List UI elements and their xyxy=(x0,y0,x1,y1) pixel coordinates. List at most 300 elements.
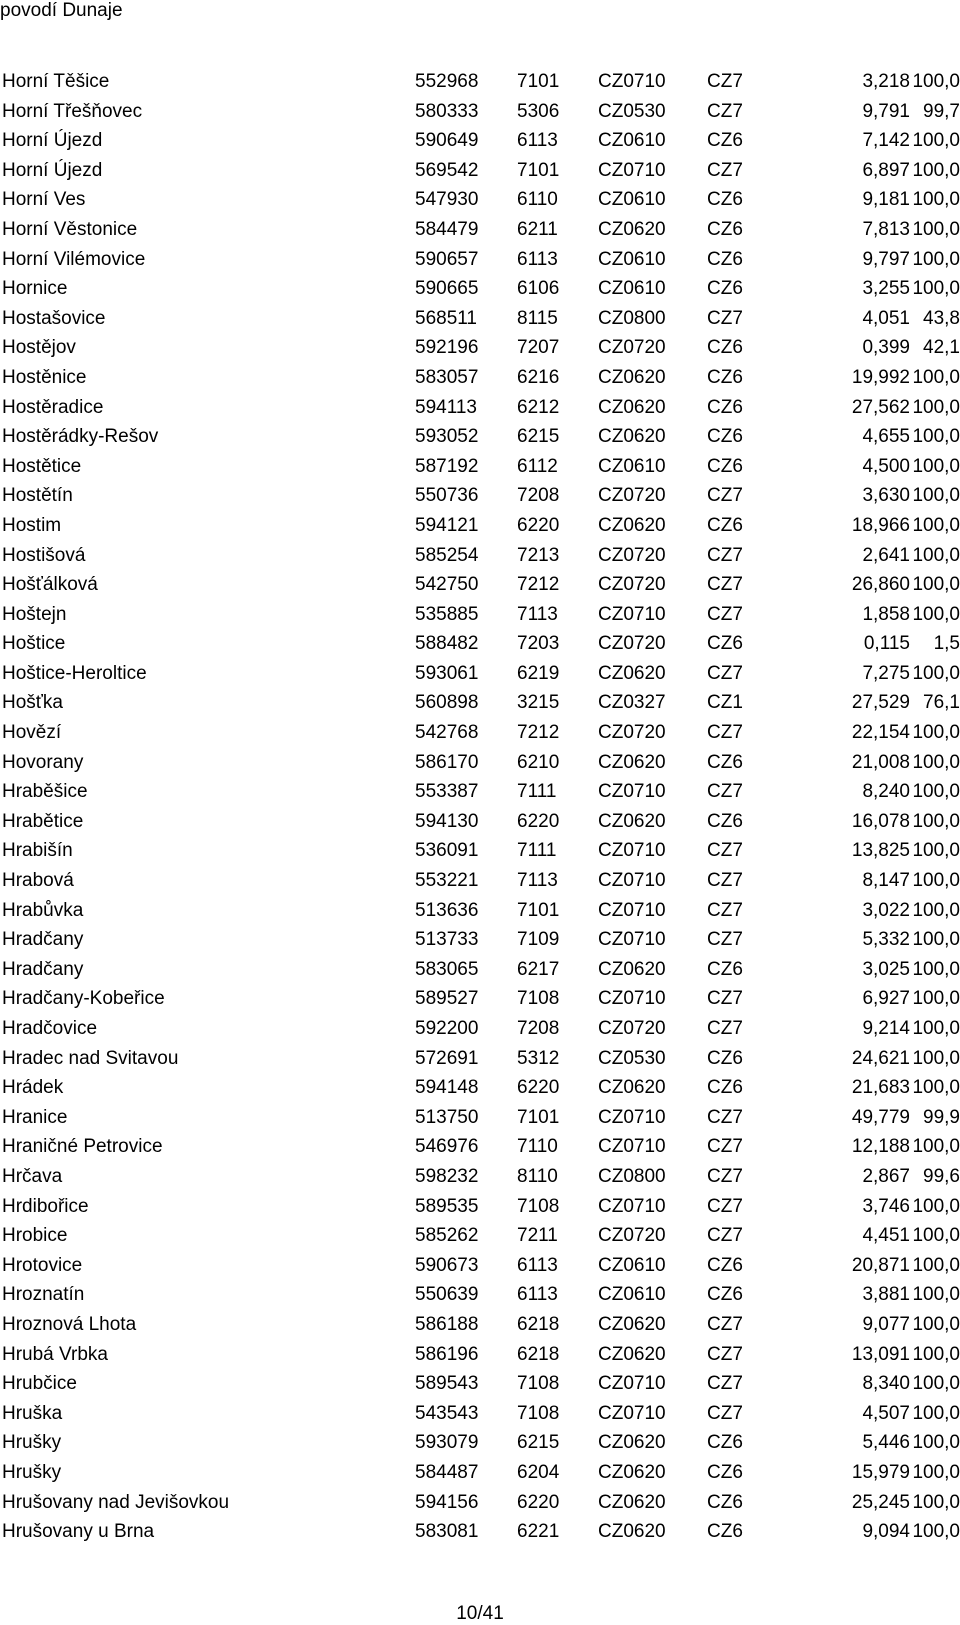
municipality-code: 589535 xyxy=(415,1195,479,1217)
nuts-code: CZ0710 xyxy=(598,781,666,803)
municipality-name: Hošťálková xyxy=(2,574,98,596)
table-row xyxy=(0,836,960,866)
nuts-code: CZ0710 xyxy=(598,988,666,1010)
municipality-name: Hrušovany nad Jevišovkou xyxy=(2,1491,230,1513)
municipality-name: Hraběšice xyxy=(2,781,88,803)
nuts-code: CZ0620 xyxy=(598,514,666,536)
percent-value: 100,0 xyxy=(912,248,960,270)
municipality-code: 592196 xyxy=(415,337,479,359)
nuts-code: CZ0710 xyxy=(598,1106,666,1128)
percent-value: 99,9 xyxy=(923,1106,960,1128)
percent-value: 42,1 xyxy=(923,337,960,359)
table-row xyxy=(0,1014,960,1044)
table-row xyxy=(0,1488,960,1518)
table-row xyxy=(0,866,960,896)
municipality-code: 590673 xyxy=(415,1254,479,1276)
area-value: 9,214 xyxy=(862,1018,910,1039)
municipality-name: Horní Vilémovice xyxy=(2,248,146,270)
municipality-code: 536091 xyxy=(415,840,479,862)
district-code: 6112 xyxy=(517,455,558,477)
table-row xyxy=(0,274,960,304)
municipality-code: 593061 xyxy=(415,662,479,684)
district-code: 6217 xyxy=(517,958,560,980)
nuts-code: CZ0620 xyxy=(598,1343,666,1365)
municipality-code: 580333 xyxy=(415,100,479,122)
municipality-code: 513636 xyxy=(415,899,479,921)
district-code: 7101 xyxy=(517,899,560,921)
nuts-code: CZ0800 xyxy=(598,1165,666,1187)
region-code: CZ7 xyxy=(707,603,743,625)
region-code: CZ6 xyxy=(707,218,743,240)
municipality-code: 586196 xyxy=(415,1343,479,1365)
municipality-code: 594156 xyxy=(415,1491,479,1513)
percent-value: 100,0 xyxy=(912,1373,960,1395)
region-code: CZ7 xyxy=(707,1106,743,1128)
region-code: CZ6 xyxy=(707,189,743,211)
nuts-code: CZ0800 xyxy=(598,307,666,329)
municipality-name: Hornice xyxy=(2,278,68,300)
area-value: 4,507 xyxy=(862,1402,910,1424)
district-code: 7111 xyxy=(517,840,557,862)
percent-value: 100,0 xyxy=(912,1018,960,1039)
municipality-name: Hrubá Vrbka xyxy=(2,1343,108,1365)
table-row xyxy=(0,1192,960,1222)
percent-value: 100,0 xyxy=(912,1077,960,1099)
table-row xyxy=(0,67,960,97)
district-code: 6212 xyxy=(517,396,560,418)
nuts-code: CZ0620 xyxy=(598,751,666,773)
district-code: 7212 xyxy=(517,574,560,596)
municipality-code: 590657 xyxy=(415,248,479,270)
percent-value: 100,0 xyxy=(912,485,960,507)
percent-value: 100,0 xyxy=(912,544,960,566)
nuts-code: CZ0620 xyxy=(598,426,666,448)
area-value: 27,562 xyxy=(851,396,910,418)
table-row xyxy=(0,156,960,186)
table-row xyxy=(0,777,960,807)
table-row xyxy=(0,1251,960,1281)
area-value: 16,078 xyxy=(851,810,910,832)
municipality-name: Hostěnice xyxy=(2,366,87,388)
nuts-code: CZ0710 xyxy=(598,71,666,92)
municipality-name: Hrádek xyxy=(2,1077,64,1099)
municipality-name: Hostišová xyxy=(2,544,86,566)
area-value: 4,451 xyxy=(862,1225,910,1247)
percent-value: 100,0 xyxy=(912,1313,960,1335)
area-value: 26,860 xyxy=(851,574,910,596)
municipality-code: 583081 xyxy=(415,1521,479,1543)
municipality-name: Hradčovice xyxy=(2,1018,98,1039)
area-value: 5,332 xyxy=(862,929,910,951)
area-value: 7,275 xyxy=(862,662,910,684)
percent-value: 100,0 xyxy=(912,218,960,240)
table-row xyxy=(0,452,960,482)
region-code: CZ7 xyxy=(707,1343,743,1365)
percent-value: 100,0 xyxy=(912,574,960,596)
nuts-code: CZ0720 xyxy=(598,633,666,655)
nuts-code: CZ0620 xyxy=(598,1521,666,1543)
district-code: 7108 xyxy=(517,1402,560,1424)
municipality-code: 513750 xyxy=(415,1106,479,1128)
percent-value: 100,0 xyxy=(912,603,960,625)
table-row xyxy=(0,570,960,600)
percent-value: 100,0 xyxy=(912,130,960,152)
district-code: 6221 xyxy=(517,1521,560,1543)
district-code: 7108 xyxy=(517,988,560,1010)
nuts-code: CZ0610 xyxy=(598,455,666,477)
municipality-name: Horní Újezd xyxy=(2,159,103,181)
percent-value: 100,0 xyxy=(912,929,960,951)
area-value: 22,154 xyxy=(851,722,910,744)
region-code: CZ6 xyxy=(707,1047,743,1069)
municipality-code: 583065 xyxy=(415,958,479,980)
nuts-code: CZ0610 xyxy=(598,130,666,152)
nuts-code: CZ0610 xyxy=(598,248,666,270)
area-value: 4,500 xyxy=(862,455,910,477)
region-code: CZ6 xyxy=(707,278,743,300)
region-code: CZ7 xyxy=(707,1195,743,1217)
percent-value: 100,0 xyxy=(912,1343,960,1365)
percent-value: 100,0 xyxy=(912,662,960,684)
municipality-name: Horní Újezd xyxy=(2,130,103,152)
nuts-code: CZ0610 xyxy=(598,1254,666,1276)
table-row xyxy=(0,1428,960,1458)
district-code: 7208 xyxy=(517,1018,560,1039)
area-value: 8,240 xyxy=(862,781,910,803)
table-row xyxy=(0,896,960,926)
percent-value: 99,7 xyxy=(923,100,960,122)
nuts-code: CZ0530 xyxy=(598,1047,666,1069)
district-code: 6113 xyxy=(517,1284,558,1306)
region-code: CZ6 xyxy=(707,366,743,388)
municipality-name: Hoštejn xyxy=(2,603,67,625)
region-code: CZ7 xyxy=(707,485,743,507)
percent-value: 100,0 xyxy=(912,781,960,803)
municipality-code: 586170 xyxy=(415,751,479,773)
region-code: CZ6 xyxy=(707,514,743,536)
area-value: 13,091 xyxy=(851,1343,910,1365)
district-code: 7108 xyxy=(517,1373,560,1395)
municipality-code: 542750 xyxy=(415,574,479,596)
percent-value: 100,0 xyxy=(912,810,960,832)
table-row xyxy=(0,807,960,837)
table-row xyxy=(0,718,960,748)
municipality-code: 588482 xyxy=(415,633,479,655)
area-value: 21,008 xyxy=(851,751,910,773)
percent-value: 99,6 xyxy=(923,1165,960,1187)
municipality-name: Hradčany-Kobeřice xyxy=(2,988,165,1010)
area-value: 4,655 xyxy=(862,426,910,448)
area-value: 25,245 xyxy=(851,1491,910,1513)
municipality-code: 593079 xyxy=(415,1432,479,1454)
municipality-name: Hraničné Petrovice xyxy=(2,1136,163,1158)
table-row xyxy=(0,185,960,215)
nuts-code: CZ0710 xyxy=(598,1136,666,1158)
region-code: CZ7 xyxy=(707,1402,743,1424)
region-code: CZ7 xyxy=(707,71,743,92)
municipality-code: 590649 xyxy=(415,130,479,152)
municipality-code: 547930 xyxy=(415,189,479,211)
percent-value: 100,0 xyxy=(912,159,960,181)
area-value: 3,881 xyxy=(862,1284,910,1306)
percent-value: 100,0 xyxy=(912,1491,960,1513)
area-value: 9,094 xyxy=(862,1521,910,1543)
district-code: 7101 xyxy=(517,1106,560,1128)
nuts-code: CZ0620 xyxy=(598,1313,666,1335)
district-code: 8110 xyxy=(517,1165,558,1187)
district-code: 7113 xyxy=(517,603,558,625)
percent-value: 100,0 xyxy=(912,1461,960,1483)
district-code: 7110 xyxy=(517,1136,558,1158)
table-row xyxy=(0,1369,960,1399)
area-value: 4,051 xyxy=(862,307,910,329)
table-row xyxy=(0,984,960,1014)
region-code: CZ6 xyxy=(707,455,743,477)
district-code: 7213 xyxy=(517,544,560,566)
table-row xyxy=(0,1132,960,1162)
nuts-code: CZ0710 xyxy=(598,899,666,921)
area-value: 19,992 xyxy=(851,366,910,388)
municipality-name: Hroznová Lhota xyxy=(2,1313,137,1335)
municipality-code: 589543 xyxy=(415,1373,479,1395)
region-code: CZ6 xyxy=(707,248,743,270)
table-row xyxy=(0,333,960,363)
municipality-code: 546976 xyxy=(415,1136,479,1158)
nuts-code: CZ0610 xyxy=(598,278,666,300)
municipality-name: Hroznatín xyxy=(2,1284,85,1306)
area-value: 3,746 xyxy=(862,1195,910,1217)
municipality-code: 552968 xyxy=(415,71,479,92)
nuts-code: CZ0620 xyxy=(598,366,666,388)
nuts-code: CZ0530 xyxy=(598,100,666,122)
percent-value: 100,0 xyxy=(912,870,960,892)
table-row xyxy=(0,1073,960,1103)
municipality-name: Hostětice xyxy=(2,455,82,477)
area-value: 12,188 xyxy=(851,1136,910,1158)
region-code: CZ6 xyxy=(707,1461,743,1483)
region-code: CZ7 xyxy=(707,988,743,1010)
municipality-code: 585254 xyxy=(415,544,479,566)
municipality-name: Hrušky xyxy=(2,1461,62,1483)
district-code: 7207 xyxy=(517,337,560,359)
percent-value: 100,0 xyxy=(912,1254,960,1276)
municipality-code: 550736 xyxy=(415,485,479,507)
table-row xyxy=(0,511,960,541)
area-value: 3,218 xyxy=(862,71,910,92)
district-code: 5312 xyxy=(517,1047,560,1069)
district-code: 7111 xyxy=(517,781,557,803)
nuts-code: CZ0710 xyxy=(598,840,666,862)
area-value: 6,927 xyxy=(862,988,910,1010)
district-code: 3215 xyxy=(517,692,560,714)
municipality-name: Hoštice-Heroltice xyxy=(2,662,147,684)
percent-value: 100,0 xyxy=(912,988,960,1010)
area-value: 6,897 xyxy=(862,159,910,181)
table-row xyxy=(0,304,960,334)
area-value: 20,871 xyxy=(851,1254,910,1276)
page-header: povodí Dunaje xyxy=(0,0,123,21)
region-code: CZ6 xyxy=(707,130,743,152)
percent-value: 100,0 xyxy=(912,1521,960,1543)
nuts-code: CZ0720 xyxy=(598,1018,666,1039)
table-row xyxy=(0,1044,960,1074)
district-code: 7211 xyxy=(517,1225,558,1247)
municipality-name: Hrčava xyxy=(2,1165,63,1187)
percent-value: 100,0 xyxy=(912,1047,960,1069)
municipality-code: 560898 xyxy=(415,692,479,714)
table-row xyxy=(0,1280,960,1310)
table-row xyxy=(0,481,960,511)
nuts-code: CZ0620 xyxy=(598,1461,666,1483)
district-code: 6215 xyxy=(517,426,560,448)
nuts-code: CZ0620 xyxy=(598,1432,666,1454)
municipality-name: Hrušovany u Brna xyxy=(2,1521,155,1543)
district-code: 6106 xyxy=(517,278,560,300)
district-code: 6113 xyxy=(517,130,558,152)
region-code: CZ7 xyxy=(707,1018,743,1039)
region-code: CZ7 xyxy=(707,1225,743,1247)
municipality-name: Hovězí xyxy=(2,722,62,744)
region-code: CZ7 xyxy=(707,574,743,596)
municipality-name: Hrdibořice xyxy=(2,1195,89,1217)
area-value: 9,181 xyxy=(862,189,910,211)
municipality-code: 585262 xyxy=(415,1225,479,1247)
district-code: 5306 xyxy=(517,100,560,122)
region-code: CZ7 xyxy=(707,307,743,329)
municipality-code: 594148 xyxy=(415,1077,479,1099)
percent-value: 100,0 xyxy=(912,514,960,536)
nuts-code: CZ0710 xyxy=(598,929,666,951)
district-code: 7101 xyxy=(517,159,560,181)
percent-value: 100,0 xyxy=(912,426,960,448)
table-row xyxy=(0,955,960,985)
nuts-code: CZ0610 xyxy=(598,1284,666,1306)
percent-value: 43,8 xyxy=(923,307,960,329)
area-value: 15,979 xyxy=(851,1461,910,1483)
table-row xyxy=(0,629,960,659)
municipality-code: 513733 xyxy=(415,929,479,951)
region-code: CZ6 xyxy=(707,1491,743,1513)
district-code: 6220 xyxy=(517,1077,560,1099)
region-code: CZ6 xyxy=(707,1077,743,1099)
region-code: CZ7 xyxy=(707,1165,743,1187)
municipality-code: 543543 xyxy=(415,1402,479,1424)
region-code: CZ6 xyxy=(707,337,743,359)
municipality-name: Hošťka xyxy=(2,692,63,714)
area-value: 1,858 xyxy=(862,603,910,625)
nuts-code: CZ0710 xyxy=(598,1373,666,1395)
municipality-name: Hovorany xyxy=(2,751,84,773)
nuts-code: CZ0710 xyxy=(598,159,666,181)
table-row xyxy=(0,541,960,571)
area-value: 9,791 xyxy=(862,100,910,122)
percent-value: 100,0 xyxy=(912,189,960,211)
district-code: 6220 xyxy=(517,514,560,536)
table-row xyxy=(0,363,960,393)
municipality-name: Horní Těšice xyxy=(2,71,110,92)
area-value: 3,025 xyxy=(862,958,910,980)
area-value: 8,340 xyxy=(862,1373,910,1395)
area-value: 13,825 xyxy=(851,840,910,862)
percent-value: 100,0 xyxy=(912,278,960,300)
district-code: 6218 xyxy=(517,1313,560,1335)
municipality-name: Hoštice xyxy=(2,633,66,655)
table-row xyxy=(0,1221,960,1251)
district-code: 6218 xyxy=(517,1343,560,1365)
nuts-code: CZ0620 xyxy=(598,662,666,684)
area-value: 3,022 xyxy=(862,899,910,921)
municipality-code: 553387 xyxy=(415,781,479,803)
district-code: 7113 xyxy=(517,870,558,892)
municipality-code: 569542 xyxy=(415,159,479,181)
region-code: CZ7 xyxy=(707,662,743,684)
district-code: 6110 xyxy=(517,189,558,211)
region-code: CZ7 xyxy=(707,929,743,951)
district-code: 7109 xyxy=(517,929,560,951)
municipality-name: Hruška xyxy=(2,1402,63,1424)
municipality-code: 594121 xyxy=(415,514,479,536)
percent-value: 100,0 xyxy=(912,396,960,418)
percent-value: 100,0 xyxy=(912,455,960,477)
area-value: 8,147 xyxy=(862,870,910,892)
area-value: 7,142 xyxy=(862,130,910,152)
municipality-name: Hrabová xyxy=(2,870,74,892)
municipality-name: Hrabětice xyxy=(2,810,84,832)
region-code: CZ6 xyxy=(707,1432,743,1454)
region-code: CZ6 xyxy=(707,426,743,448)
municipality-code: 594130 xyxy=(415,810,479,832)
nuts-code: CZ0720 xyxy=(598,1225,666,1247)
area-value: 3,630 xyxy=(862,485,910,507)
nuts-code: CZ0710 xyxy=(598,1195,666,1217)
region-code: CZ7 xyxy=(707,899,743,921)
nuts-code: CZ0720 xyxy=(598,544,666,566)
municipality-code: 598232 xyxy=(415,1165,479,1187)
district-code: 7203 xyxy=(517,633,560,655)
municipality-name: Horní Věstonice xyxy=(2,218,138,240)
percent-value: 100,0 xyxy=(912,366,960,388)
municipality-code: 590665 xyxy=(415,278,479,300)
nuts-code: CZ0720 xyxy=(598,485,666,507)
area-value: 9,077 xyxy=(862,1313,910,1335)
municipality-code: 586188 xyxy=(415,1313,479,1335)
municipality-name: Hostašovice xyxy=(2,307,106,329)
region-code: CZ7 xyxy=(707,781,743,803)
district-code: 7101 xyxy=(517,71,560,92)
municipality-code: 589527 xyxy=(415,988,479,1010)
region-code: CZ6 xyxy=(707,1254,743,1276)
table-row xyxy=(0,1458,960,1488)
nuts-code: CZ0620 xyxy=(598,1491,666,1513)
percent-value: 100,0 xyxy=(912,1402,960,1424)
region-code: CZ7 xyxy=(707,870,743,892)
municipality-code: 553221 xyxy=(415,870,479,892)
district-code: 7108 xyxy=(517,1195,560,1217)
district-code: 6220 xyxy=(517,810,560,832)
region-code: CZ6 xyxy=(707,810,743,832)
region-code: CZ7 xyxy=(707,1313,743,1335)
municipality-code: 583057 xyxy=(415,366,479,388)
municipality-code: 594113 xyxy=(415,396,477,418)
municipality-name: Hostim xyxy=(2,514,62,536)
table-row xyxy=(0,659,960,689)
area-value: 27,529 xyxy=(851,692,910,714)
nuts-code: CZ0720 xyxy=(598,337,666,359)
district-code: 6113 xyxy=(517,248,558,270)
percent-value: 100,0 xyxy=(912,958,960,980)
table-row xyxy=(0,1103,960,1133)
region-code: CZ7 xyxy=(707,840,743,862)
